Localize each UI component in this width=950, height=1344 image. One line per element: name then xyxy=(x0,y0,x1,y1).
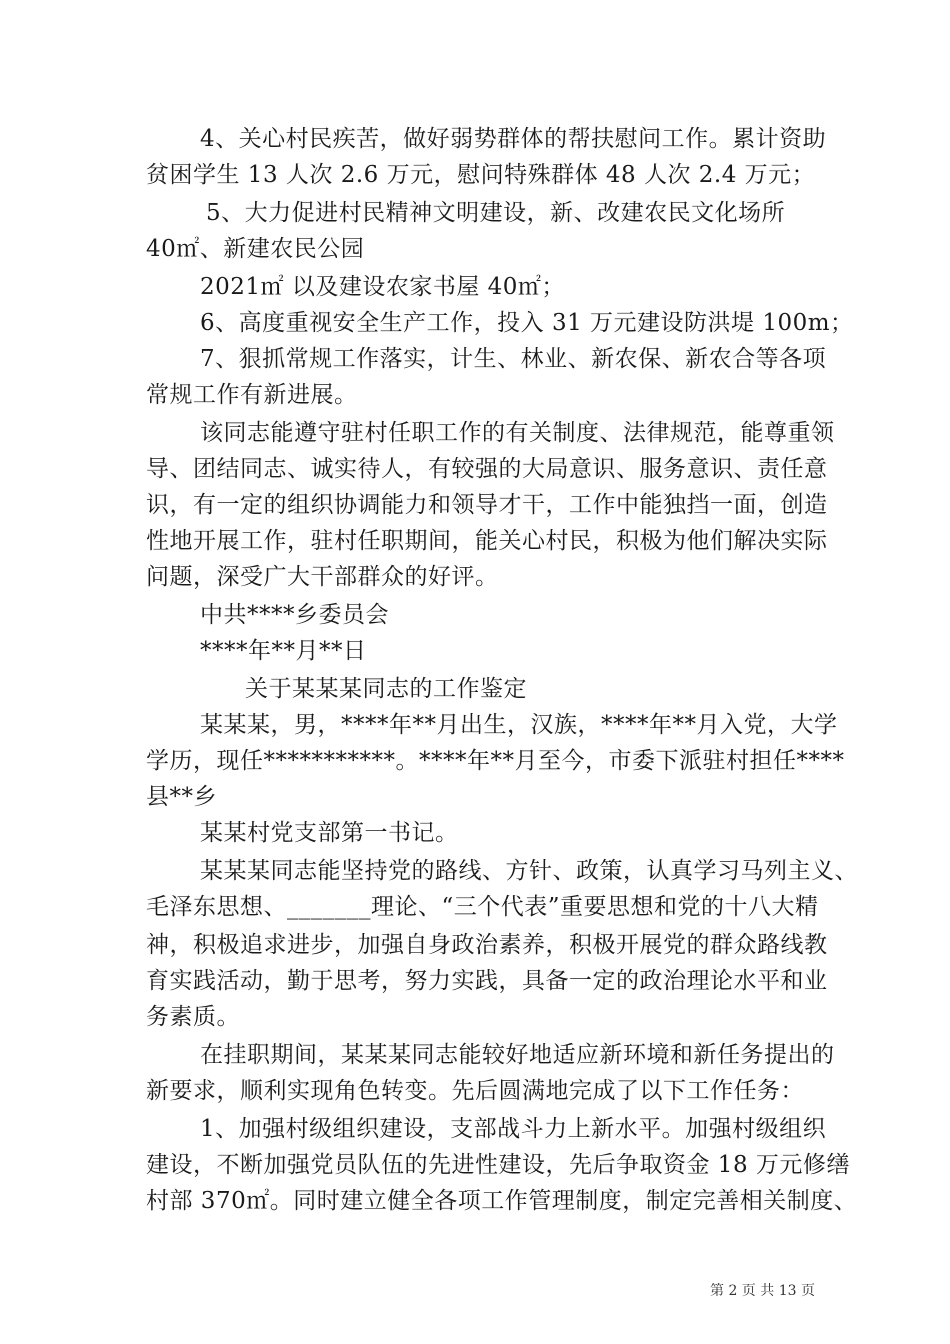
text-line: 2021㎡ 以及建设农家书屋 40㎡； xyxy=(200,274,565,300)
text-line: 贫困学生 13 人次 2.6 万元，慰问特殊群体 48 人次 2.4 万元； xyxy=(146,162,816,188)
text-line: 性地开展工作，驻村任职期间，能关心村民，积极为他们解决实际 xyxy=(146,528,828,554)
text-line: 村部 370㎡。同时建立健全各项工作管理制度，制定完善相关制度、 xyxy=(146,1188,858,1214)
text-line: 7、狠抓常规工作落实，计生、林业、新农保、新农合等各项 xyxy=(200,346,827,372)
signature-org: 中共****乡委员会 xyxy=(200,602,389,628)
text-line: 该同志能遵守驻村任职工作的有关制度、法律规范，能尊重领 xyxy=(200,420,835,446)
text-line: 识，有一定的组织协调能力和领导才干，工作中能独挡一面，创造 xyxy=(146,492,828,518)
text-line: 某某某，男，****年**月出生，汉族，****年**月入党，大学 xyxy=(200,712,838,738)
text-line: 40㎡、新建农民公园 xyxy=(146,236,365,262)
text-line: 问题，深受广大干部群众的好评。 xyxy=(146,564,499,590)
text-line: 建设，不断加强党员队伍的先进性建设，先后争取资金 18 万元修缮 xyxy=(146,1152,850,1178)
text-line: 学历，现任***********。****年**月至今，市委下派驻村担任**** xyxy=(146,748,845,774)
page-number: 第 2 页 共 13 页 xyxy=(710,1283,815,1299)
text-line: 导、团结同志、诚实待人，有较强的大局意识、服务意识、责任意 xyxy=(146,456,828,482)
text-line: 育实践活动，勤于思考，努力实践，具备一定的政治理论水平和业 xyxy=(146,968,828,994)
text-line: 神，积极追求进步，加强自身政治素养，积极开展党的群众路线教 xyxy=(146,932,828,958)
text-line: 常规工作有新进展。 xyxy=(146,382,358,408)
text-line: 4、关心村民疾苦，做好弱势群体的帮扶慰问工作。累计资助 xyxy=(200,126,827,152)
text-line: 5、大力促进村民精神文明建设，新、改建农民文化场所 xyxy=(206,200,786,226)
text-line: 毛泽东思想、_______理论、“三个代表”重要思想和党的十八大精 xyxy=(146,894,819,920)
section-title: 关于某某某同志的工作鉴定 xyxy=(245,676,527,702)
text-line: 务素质。 xyxy=(146,1004,240,1030)
text-line: 6、高度重视安全生产工作，投入 31 万元建设防洪堤 100m； xyxy=(200,310,854,336)
text-line: 某某某同志能坚持党的路线、方针、政策，认真学习马列主义、 xyxy=(200,858,858,884)
text-line: 新要求，顺利实现角色转变。先后圆满地完成了以下工作任务： xyxy=(146,1078,804,1104)
text-line: 县**乡 xyxy=(146,784,217,810)
text-line: 1、加强村级组织建设，支部战斗力上新水平。加强村级组织 xyxy=(200,1116,827,1142)
text-line: 某某村党支部第一书记。 xyxy=(200,820,459,846)
text-line: 在挂职期间，某某某同志能较好地适应新环境和新任务提出的 xyxy=(200,1042,835,1068)
signature-date: ****年**月**日 xyxy=(200,638,367,664)
